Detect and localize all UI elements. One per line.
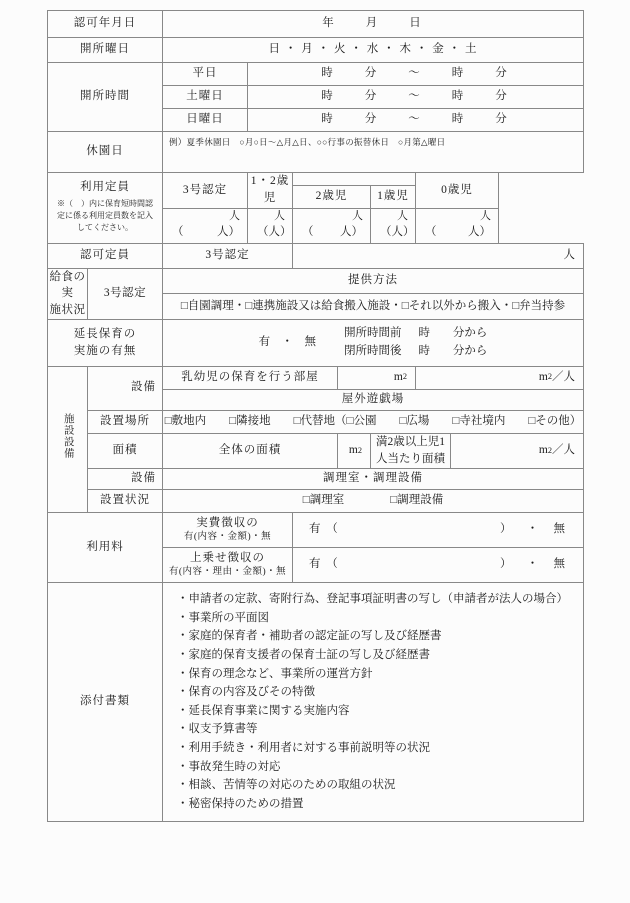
facility-area-total-label: 全体の面積 xyxy=(163,433,338,469)
unit-nin: 人 xyxy=(352,210,363,223)
paren-close: 人） xyxy=(391,226,415,239)
facility-area-total-unit xyxy=(338,434,370,469)
capacity-value-age1[interactable] xyxy=(371,208,416,243)
usage-fee-surcharge-label xyxy=(163,548,293,583)
row-open-hours-weekday xyxy=(48,63,584,86)
facility-room-label: 乳幼児の保育を行う部屋 xyxy=(163,366,338,389)
facility-room-area-per-person[interactable] xyxy=(416,366,584,389)
label-capacity: 利用定員 xyxy=(80,181,130,193)
label-extended-care-line1: 延長保育の xyxy=(73,327,137,340)
label-extended-care xyxy=(48,319,163,366)
capacity-col-header-age2: 2歳児 xyxy=(293,186,371,208)
label-open-hours-sunday: 日曜日 xyxy=(163,109,248,132)
unit-nin: 人 xyxy=(229,210,240,223)
row-facility-install-status xyxy=(48,490,584,513)
unit-m-sup: 2 xyxy=(547,445,552,455)
extended-care-value[interactable] xyxy=(163,319,584,366)
usage-fee-actual-line1: 実費徴収の xyxy=(196,516,259,529)
attachment-item: ・利用手続き・利用者に対する事前説明等の状況 xyxy=(177,742,430,755)
label-meal-service-line2: 施状況 xyxy=(49,303,86,316)
paren-close: 人） xyxy=(468,226,491,239)
extended-care-before-time[interactable]: 時 分から xyxy=(418,326,488,339)
label-meal-service-lines xyxy=(48,269,87,319)
extended-care-after-time[interactable]: 時 分から xyxy=(418,344,488,357)
approved-capacity-unit: 人 xyxy=(563,248,575,261)
usage-fee-actual-yes[interactable]: 有 （ xyxy=(309,523,338,536)
usage-fee-surcharge-label-lines xyxy=(163,550,292,580)
attachment-item: ・相談、苦情等の対応のための取組の状況 xyxy=(177,779,396,792)
paren-open: （ xyxy=(380,226,392,239)
paren-open: （ xyxy=(257,226,269,239)
attachment-item: ・保育の内容及びその特徴 xyxy=(177,686,315,699)
unit-per-person: ／人 xyxy=(552,370,575,383)
usage-fee-surcharge-value[interactable] xyxy=(293,548,584,583)
facility-area-per-child-label: 満2歳以上児1人当たり面積 xyxy=(371,433,451,469)
usage-fee-surcharge-yes[interactable]: 有 （ xyxy=(309,558,338,571)
value-open-days[interactable]: 日 ・ 月 ・ 火 ・ 水 ・ 木 ・ 金 ・ 土 xyxy=(163,38,584,63)
meal-method-options[interactable]: □自園調理・□連携施設又は給食搬入施設・□それ以外から搬入・□弁当持参 xyxy=(163,294,584,320)
usage-fee-surcharge-line1: 上乗せ徴収の xyxy=(190,551,265,564)
facility-area-total-value[interactable] xyxy=(338,433,371,469)
paren-open: （ xyxy=(302,226,314,239)
paren-open: （ xyxy=(172,226,184,239)
label-attachments: 添付書類 xyxy=(48,583,163,822)
extended-care-times xyxy=(344,325,487,361)
unit-m: m xyxy=(538,370,548,383)
capacity-note: ※（ ）内に保育短時間認定に係る利用定員数を記入してください。 xyxy=(57,199,153,233)
unit-m: m xyxy=(393,370,403,383)
paren-open: （ xyxy=(425,226,437,239)
paren-close: 人） xyxy=(340,226,363,239)
label-facility-kitchen-equipment: 設備 xyxy=(88,469,163,490)
unit-m-sup: 2 xyxy=(547,372,552,382)
attachment-item: ・収支予算書等 xyxy=(177,723,258,736)
facility-room-per-person-unit xyxy=(416,367,583,389)
label-extended-care-lines xyxy=(48,326,162,359)
facility-location-options[interactable]: □敷地内 □隣接地 □代替地（□公園 □広場 □寺社境内 □その他） xyxy=(163,410,584,433)
usage-fee-actual-label xyxy=(163,513,293,548)
label-extended-care-line2: 実施の有無 xyxy=(73,344,137,357)
attachments-value xyxy=(163,583,584,822)
unit-nin: 人 xyxy=(274,210,285,223)
extended-care-yesno[interactable]: 有 ・ 無 xyxy=(258,335,317,348)
usage-fee-surcharge-no[interactable]: 無 xyxy=(553,558,565,571)
facility-install-options[interactable]: □調理室 □調理設備 xyxy=(163,490,584,513)
unit-per-person: ／人 xyxy=(552,444,575,457)
facility-area-per-child-unit xyxy=(451,434,583,469)
usage-fee-actual-row xyxy=(293,513,583,547)
usage-fee-actual-value[interactable] xyxy=(293,513,584,548)
usage-fee-surcharge-close: ） xyxy=(500,558,512,571)
usage-fee-actual-close: ） xyxy=(500,523,512,536)
extended-care-after-label: 閉所時間後 xyxy=(344,344,402,357)
label-meal-service-line1: 給食の実 xyxy=(49,270,86,300)
attachment-item: ・保育の理念など、事業所の運営方針 xyxy=(177,667,373,680)
row-closed-days xyxy=(48,132,584,173)
value-closed-days[interactable] xyxy=(163,132,584,173)
usage-fee-actual-sep: ・ xyxy=(526,523,539,536)
value-open-hours-saturday[interactable]: 時 分 ～ 時 分 xyxy=(248,86,584,109)
capacity-unit-age1 xyxy=(371,209,415,224)
usage-fee-actual-label-lines xyxy=(163,515,292,545)
label-approval-date: 認可年月日 xyxy=(48,11,163,38)
unit-m-sup: 2 xyxy=(402,372,407,382)
label-open-days: 開所曜日 xyxy=(48,38,163,63)
row-facility-room xyxy=(48,366,584,389)
unit-m-sup: 2 xyxy=(357,445,362,455)
row-facility-area xyxy=(48,433,584,469)
capacity-value-type3[interactable] xyxy=(163,208,248,243)
label-facility-area: 面積 xyxy=(88,433,163,469)
label-meal-service xyxy=(48,268,88,319)
attachment-item: ・秘密保持のための措置 xyxy=(177,797,304,810)
meal-method-header: 提供方法 xyxy=(163,268,584,294)
facility-application-form xyxy=(47,10,584,822)
attachment-list xyxy=(163,583,583,821)
label-open-hours: 開所時間 xyxy=(48,63,163,132)
attachment-item: ・事業所の平面図 xyxy=(177,611,269,624)
unit-nin: 人 xyxy=(397,210,408,223)
row-facility-kitchen-header xyxy=(48,469,584,490)
label-facility-location: 設置場所 xyxy=(88,410,163,433)
usage-fee-surcharge-sep: ・ xyxy=(526,558,539,571)
facility-kitchen-header: 調理室・調理設備 xyxy=(163,469,584,490)
usage-fee-actual-line2: 有(内容・金額)・無 xyxy=(183,532,272,543)
capacity-unit-age12 xyxy=(248,209,292,224)
label-facility-vertical: 施設設備 xyxy=(62,413,74,460)
attachment-item: ・申請者の定款、寄附行為、登記事項証明書の写し（申請者が法人の場合） xyxy=(177,593,568,606)
capacity-value-age12[interactable] xyxy=(248,208,293,243)
row-usage-fee-actual xyxy=(48,513,584,548)
usage-fee-surcharge-line2: 有(内容・理由・金額)・無 xyxy=(168,567,287,578)
label-open-hours-weekday: 平日 xyxy=(163,63,248,86)
extended-care-before-label: 開所時間前 xyxy=(344,326,402,339)
capacity-paren-age1 xyxy=(371,224,415,241)
approved-capacity-value[interactable] xyxy=(293,243,584,268)
label-facility-block xyxy=(48,366,88,513)
row-approval-date xyxy=(48,11,584,38)
capacity-group-spacer xyxy=(293,173,416,186)
paren-close: 人） xyxy=(217,226,240,239)
label-approved-capacity: 認可定員 xyxy=(48,243,163,268)
label-open-hours-saturday: 土曜日 xyxy=(163,86,248,109)
attachment-item: ・家庭的保育支援者の保育士証の写し及び経歴書 xyxy=(177,648,430,661)
capacity-unit-type3 xyxy=(163,209,247,224)
label-closed-days: 休園日 xyxy=(48,132,163,173)
label-facility-equipment: 設備 xyxy=(88,366,163,410)
row-attachments xyxy=(48,583,584,822)
unit-m: m xyxy=(348,444,358,457)
row-capacity-header-top xyxy=(48,173,584,186)
capacity-paren-age0 xyxy=(416,224,498,241)
usage-fee-actual-no[interactable]: 無 xyxy=(553,523,565,536)
capacity-value-age2[interactable] xyxy=(293,208,371,243)
row-meal-method-header xyxy=(48,268,584,294)
facility-room-area[interactable] xyxy=(338,366,416,389)
row-facility-location xyxy=(48,410,584,433)
value-open-hours-weekday[interactable]: 時 分 ～ 時 分 xyxy=(248,63,584,86)
closed-days-example: 例）夏季休園日 ○月○日～△月△日、○○行事の振替休日 ○月第△曜日 xyxy=(169,137,446,147)
label-facility-install-status: 設置状況 xyxy=(88,490,163,513)
row-approved-capacity xyxy=(48,243,584,268)
label-usage-fee: 利用料 xyxy=(48,513,163,583)
value-approval-date[interactable]: 年 月 日 xyxy=(163,11,584,38)
capacity-col-header-age1: 1歳児 xyxy=(371,186,416,208)
value-open-hours-sunday[interactable]: 時 分 ～ 時 分 xyxy=(248,109,584,132)
unit-nin: 人 xyxy=(480,210,491,223)
attachment-item: ・延長保育事業に関する実施内容 xyxy=(177,704,350,717)
attachment-item: ・家庭的保育者・補助者の認定証の写し及び経歴書 xyxy=(177,630,442,643)
row-extended-care xyxy=(48,319,584,366)
facility-area-per-child-value[interactable] xyxy=(451,433,584,469)
capacity-unit-age0 xyxy=(416,209,498,224)
extended-care-before-row xyxy=(344,325,487,343)
approved-capacity-type: 3号認定 xyxy=(163,243,293,268)
capacity-value-age0[interactable] xyxy=(416,208,499,243)
unit-m: m xyxy=(538,444,548,457)
capacity-col-header-age12: 1・2歳児 xyxy=(248,173,293,209)
attachment-item: ・事故発生時の対応 xyxy=(177,760,281,773)
facility-playground-label: 屋外遊戯場 xyxy=(163,389,584,410)
capacity-unit-age2 xyxy=(293,209,370,224)
capacity-col-header-age0: 0歳児 xyxy=(416,173,499,209)
label-capacity-block xyxy=(48,173,163,244)
capacity-paren-age2 xyxy=(293,224,370,241)
paren-close: 人） xyxy=(268,226,292,239)
row-open-days xyxy=(48,38,584,63)
meal-service-type: 3号認定 xyxy=(88,268,163,319)
capacity-paren-type3 xyxy=(163,224,247,241)
facility-room-area-unit xyxy=(338,367,415,389)
extended-care-content xyxy=(163,325,583,361)
capacity-paren-age12 xyxy=(248,224,292,241)
extended-care-after-row xyxy=(344,343,487,361)
capacity-col-header-type3: 3号認定 xyxy=(163,173,248,209)
usage-fee-surcharge-row xyxy=(293,548,583,582)
